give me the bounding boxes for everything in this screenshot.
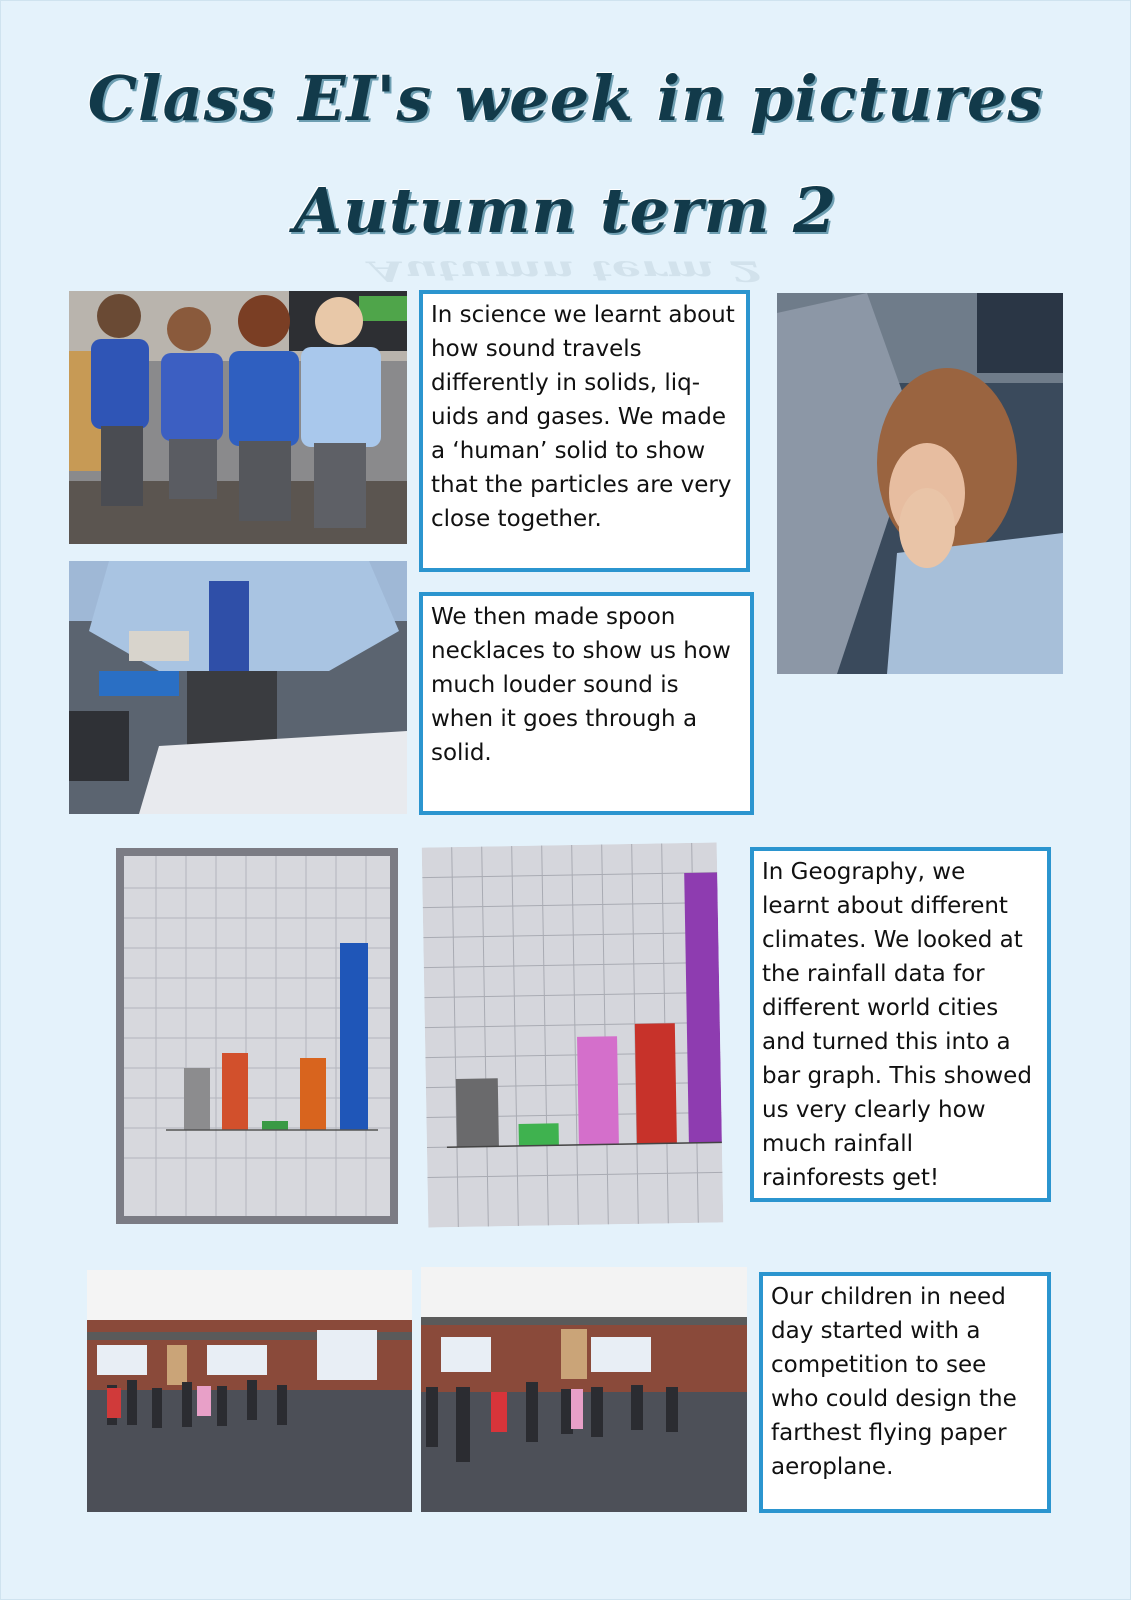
rainfall-bar-graph-closeup-photo	[422, 842, 724, 1227]
page-title: Class EI's week in pictures	[87, 62, 1044, 135]
rainfall-bar-graph-photo	[116, 848, 398, 1224]
geography-text: In Geography, we learnt about different climates. We looked at the rainfall data for different world cities and turned this into a bar graph. This showed us very clearly how much rainfall rainforests get!	[762, 859, 1032, 1191]
paper-aeroplane-playground-photo	[87, 1270, 412, 1512]
paper-aeroplane-playground-photo-2	[421, 1267, 747, 1512]
spoon-necklace-text: We then made spoon necklaces to show us how much louder sound is when it goes through a solid.	[431, 604, 731, 766]
children-linking-arms-photo	[69, 291, 407, 544]
spoon-necklace-textbox	[419, 592, 754, 815]
title-reflection: Autumn term 2	[368, 254, 763, 288]
science-textbox	[419, 290, 750, 572]
geography-textbox	[750, 847, 1051, 1202]
science-text: In science we learnt about how sound travels differently in solids, liq-uids and gases. We made a ‘human’ solid to show that the particles are very close together.	[431, 302, 735, 532]
children-in-need-textbox	[759, 1272, 1051, 1513]
children-in-need-text: Our children in need day started with a competition to see who could design the farthest flying paper aeroplane.	[771, 1284, 1017, 1480]
child-listening-photo	[777, 293, 1063, 674]
page-subtitle: Autumn term 2	[293, 174, 838, 247]
spoon-necklace-photo	[69, 561, 407, 814]
